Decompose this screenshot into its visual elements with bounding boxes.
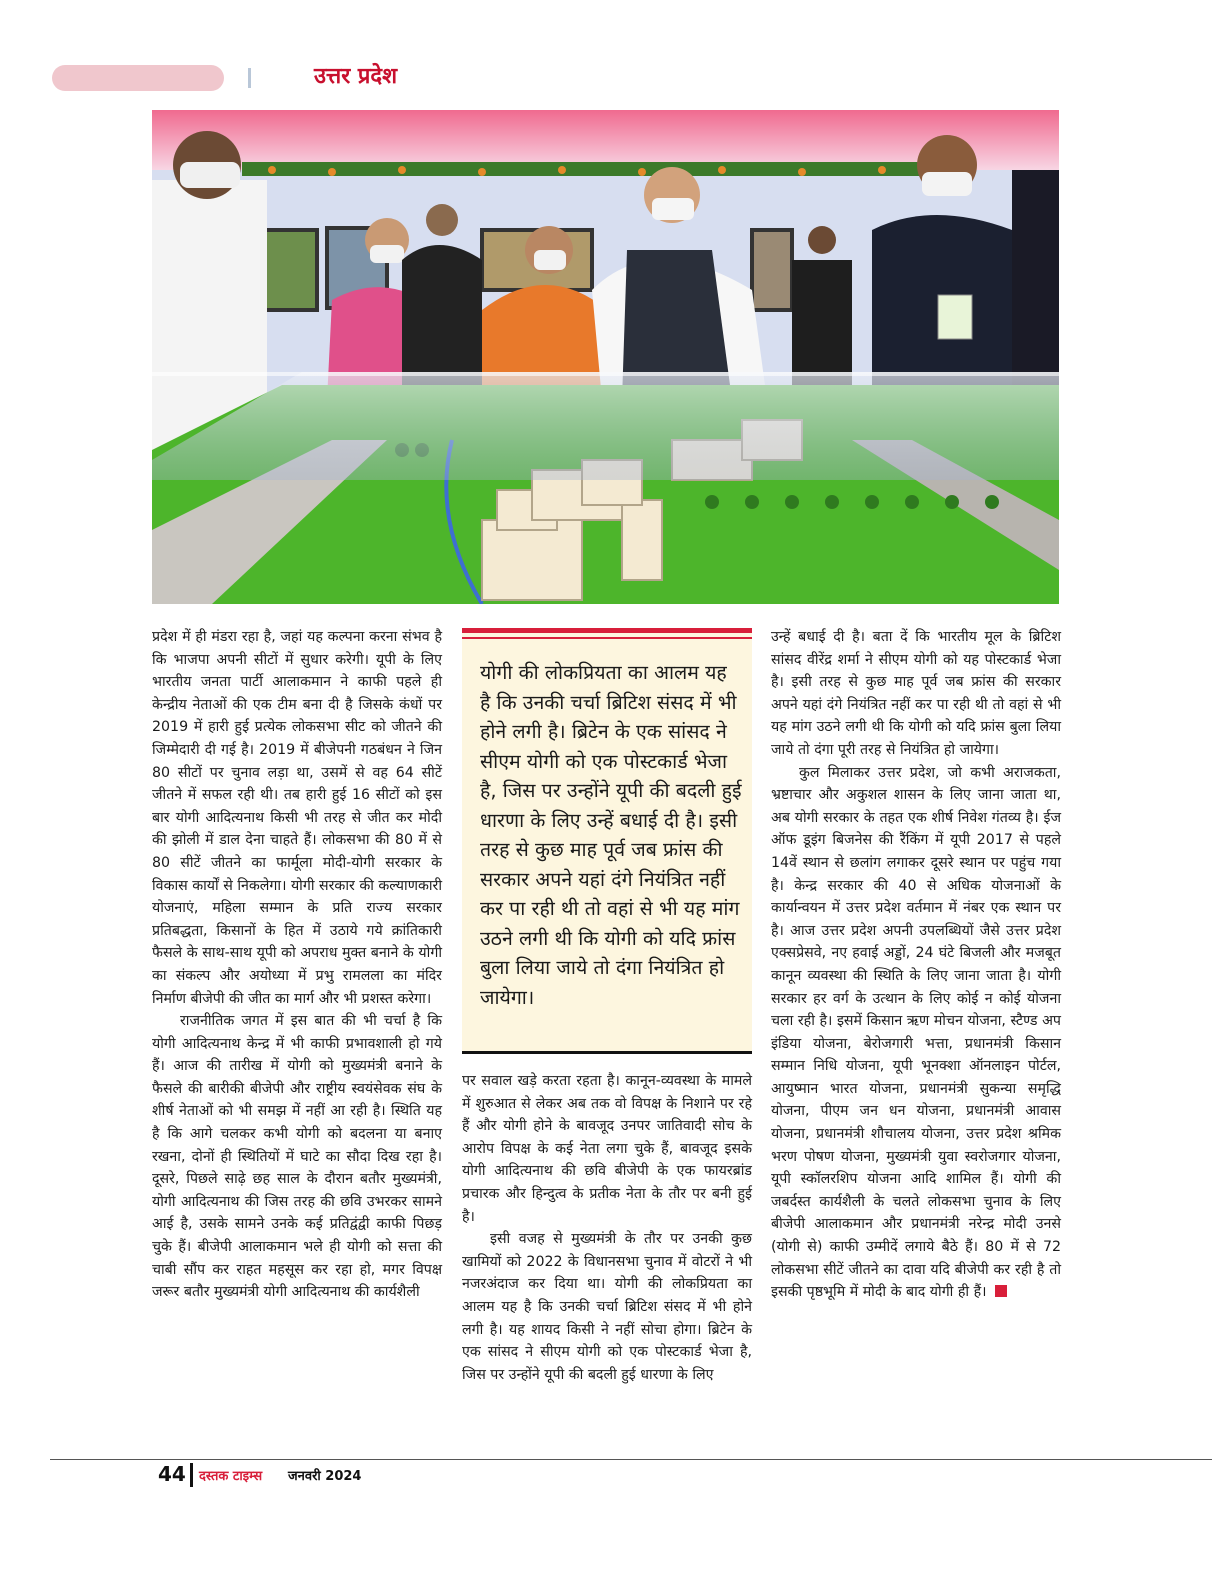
col2-paragraph-1: पर सवाल खड़े करता रहता है। कानून-व्यवस्था के मामले में शुरुआत से लेकर अब तक वो विपक्ष के निशाने पर रहे हैं और योगी होने के बावजूद उनपर जातिवादी सोच के आरोप विपक्ष के कई नेता लगा चुके हैं, बावजूद इसके योगी आदित्यनाथ की छवि बीजेपी के एक फायरब्रांड प्रचारक और हिन्दुत्व के प्रतीक नेता के तौर पर बनी हुई है।: [462, 1073, 752, 1225]
main-photo: [152, 110, 1059, 604]
col3-paragraph-2-text: कुल मिलाकर उत्तर प्रदेश, जो कभी अराजकता, भ्रष्टाचार और अकुशल शासन के लिए जाना जाता था, अब योगी सरकार के तहत एक शीर्ष निवेश गंतव्य है। ईज ऑफ डूइंग बिजनेस की रैंकिंग में यूपी 2017 से पहले 14वें स्थान से छलांग लगाकर दूसरे स्थान पर पहुंच गया है। केन्द्र सरकार की 40 से अधिक योजनाओं के कार्यान्वयन में उत्तर प्रदेश वर्तमान में नंबर एक स्थान पर है। आज उत्तर प्रदेश अपनी उपलब्धियों जैसे उत्तर प्रदेश एक्सप्रेसवे, नए हवाई अड्डों, 24 घंटे बिजली और मजबूत कानून व्यवस्था की स्थिति के लिए जाना जाता है। योगी सरकार हर वर्ग के उत्थान के लिए कोई न कोई योजना चला रही है। इसमें किसान ऋण मोचन योजना, स्टैण्ड अप इंडिया योजना, बेरोजगारी भत्ता, प्रधानमंत्री किसान सम्मान निधि योजना, यूपी भूनक्शा ऑनलाइन पोर्टल, आयुष्मान भारत योजना, प्रधानमंत्री सुकन्या समृद्धि योजना, पीएम जन धन योजना, प्रधानमंत्री आवास योजना, प्रधानमंत्री शौचालय योजना, उत्तर प्रदेश श्रमिक भरण पोषण योजना, मुख्यमंत्री युवा स्वरोजगार योजना, यूपी स्कॉलरशिप योजना आदि शामिल हैं। योगी की जबर्दस्त कार्यशैली के चलते लोकसभा चुनाव के लिए बीजेपी आलाकमान और प्रधानमंत्री नरेन्द्र मोदी उनसे (योगी से) काफी उम्मीदें लगाये बैठे हैं। 80 में से 72 लोकसभा सीटें जीतने का दावा यदि बीजेपी कर रही है तो इसकी पृष्ठभूमि में मोदी के बाद योगी ही हैं।: [771, 764, 1061, 1301]
magazine-name: दस्तक टाइम्स: [199, 1469, 263, 1484]
header-separator: [248, 68, 251, 88]
column-2: [462, 1070, 752, 1386]
footer-separator: [190, 1463, 193, 1487]
column-3: [771, 626, 1061, 1304]
footer-rule: [50, 1459, 1212, 1460]
col3-paragraph-1: उन्हें बधाई दी है। बता दें कि भारतीय मूल के ब्रिटिश सांसद वीरेंद्र शर्मा ने सीएम योगी को यह पोस्टकार्ड भेजा है। इसी तरह से कुछ माह पूर्व जब फ्रांस की सरकार अपने यहां दंगे नियंत्रित नहीं कर पा रही थी तो वहां से भी यह मांग उठने लगी थी कि योगी को यदि फ्रांस बुला लिया जाये तो दंगा पूरी तरह से नियंत्रित हो जायेगा।: [771, 629, 1061, 758]
section-title: उत्तर प्रदेश: [314, 64, 398, 89]
photo-exhibition-model-icon: [152, 110, 1059, 604]
col2-paragraph-2: इसी वजह से मुख्यमंत्री के तौर पर उनकी कुछ खामियों को 2022 के विधानसभा चुनाव में वोटरों ने भी नजरअंदाज कर दिया था। योगी की लोकप्रियता का आलम यह है कि उनकी चर्चा ब्रिटिश संसद में भी होने लगी है। यह शायद किसी ने नहीं सोचा होगा। ब्रिटेन के एक सांसद ने सीएम योगी को एक पोस्टकार्ड भेजा है, जिस पर उन्होंने यूपी की बदली हुई धारणा के लिए: [462, 1231, 752, 1383]
col3-paragraph-2: [771, 762, 1061, 1304]
page-number: 44: [158, 1462, 186, 1486]
header-pill: [52, 65, 224, 91]
pull-quote-box: [462, 628, 752, 1054]
col1-paragraph-2: राजनीतिक जगत में इस बात की भी चर्चा है कि योगी आदित्यनाथ केन्द्र में भी काफी प्रभावशाली हो गये हैं। आज की तारीख में योगी को मुख्यमंत्री बनाने के फैसले की बारीकी बीजेपी और राष्ट्रीय स्वयंसेवक संघ के शीर्ष नेताओं को भी समझ में नहीं आ रही है। स्थिति यह है कि आगे चलकर कभी योगी को बदलना या बनाए रखना, दोनों ही स्थितियों में घाटे का सौदा दिख रहा है। दूसरे, पिछले साढ़े छह साल के दौरान बतौर मुख्यमंत्री, योगी आदित्यनाथ की जिस तरह की छवि उभरकर सामने आई है, उसके सामने उनके कई प्रतिद्वंद्वी काफी पिछड़ चुके हैं। बीजेपी आलाकमान भले ही योगी को सत्ता की चाबी सौंप कर राहत महसूस कर रहा हो, मगर विपक्ष जरूर बतौर मुख्यमंत्री योगी आदित्यनाथ की कार्यशैली: [152, 1013, 442, 1301]
col1-paragraph-1: प्रदेश में ही मंडरा रहा है, जहां यह कल्पना करना संभव है कि भाजपा अपनी सीटों में सुधार करेगी। यूपी के लिए भारतीय जनता पार्टी आलाकमान ने काफी पहले ही केन्द्रीय नेताओं की एक टीम बना दी है जिसके कंधों पर 2019 में हारी हुई प्रत्येक लोकसभा सीट को जीतने की जिम्मेदारी दी गई है। 2019 में बीजेपनी गठबंधन ने जिन 80 सीटों पर चुनाव लड़ा था, उसमें से वह 64 सीटें जीतने में सफल रही थी। तब हारी हुई 16 सीटों को इस बार योगी आदित्यनाथ किसी भी तरह से जीत कर मोदी की झोली में डाल देना चाहते हैं। लोकसभा की 80 में से 80 सीटें जीतने का फार्मूला मोदी-योगी सरकार के विकास कार्यों से निकलेगा। योगी सरकार की कल्याणकारी योजनाएं, महिला सम्मान के प्रति राज्य सरकार प्रतिबद्धता, किसानों के हित में उठाये गये क्रांतिकारी फैसले के साथ-साथ यूपी को अपराध मुक्त बनाने के योगी का संकल्प और अयोध्या में प्रभु रामलला का मंदिर निर्माण बीजेपी की जीत का मार्ग और भी प्रशस्त करेगा।: [152, 629, 442, 1007]
pull-quote-top-rule-thin: [462, 637, 752, 639]
column-1: [152, 626, 442, 1304]
pull-quote-top-rule: [462, 628, 752, 633]
pull-quote-bottom-rule: [462, 1051, 752, 1054]
issue-date: जनवरी 2024: [288, 1469, 362, 1484]
pull-quote-text: योगी की लोकप्रियता का आलम यह है कि उनकी चर्चा ब्रिटिश संसद में भी होने लगी है। ब्रिटेन के एक सांसद ने सीएम योगी को एक पोस्टकार्ड भेजा है, जिस पर उन्होंने यूपी की बदली हुई धारणा के लिए उन्हें बधाई दी है। इसी तरह से कुछ माह पूर्व जब फ्रांस की सरकार अपने यहां दंगे नियंत्रित नहीं कर पा रही थी तो वहां से भी यह मांग उठने लगी थी कि योगी को यदि फ्रांस बुला लिया जाये तो दंगा नियंत्रित हो जायेगा।: [480, 661, 742, 1009]
end-mark-icon: [995, 1285, 1007, 1297]
